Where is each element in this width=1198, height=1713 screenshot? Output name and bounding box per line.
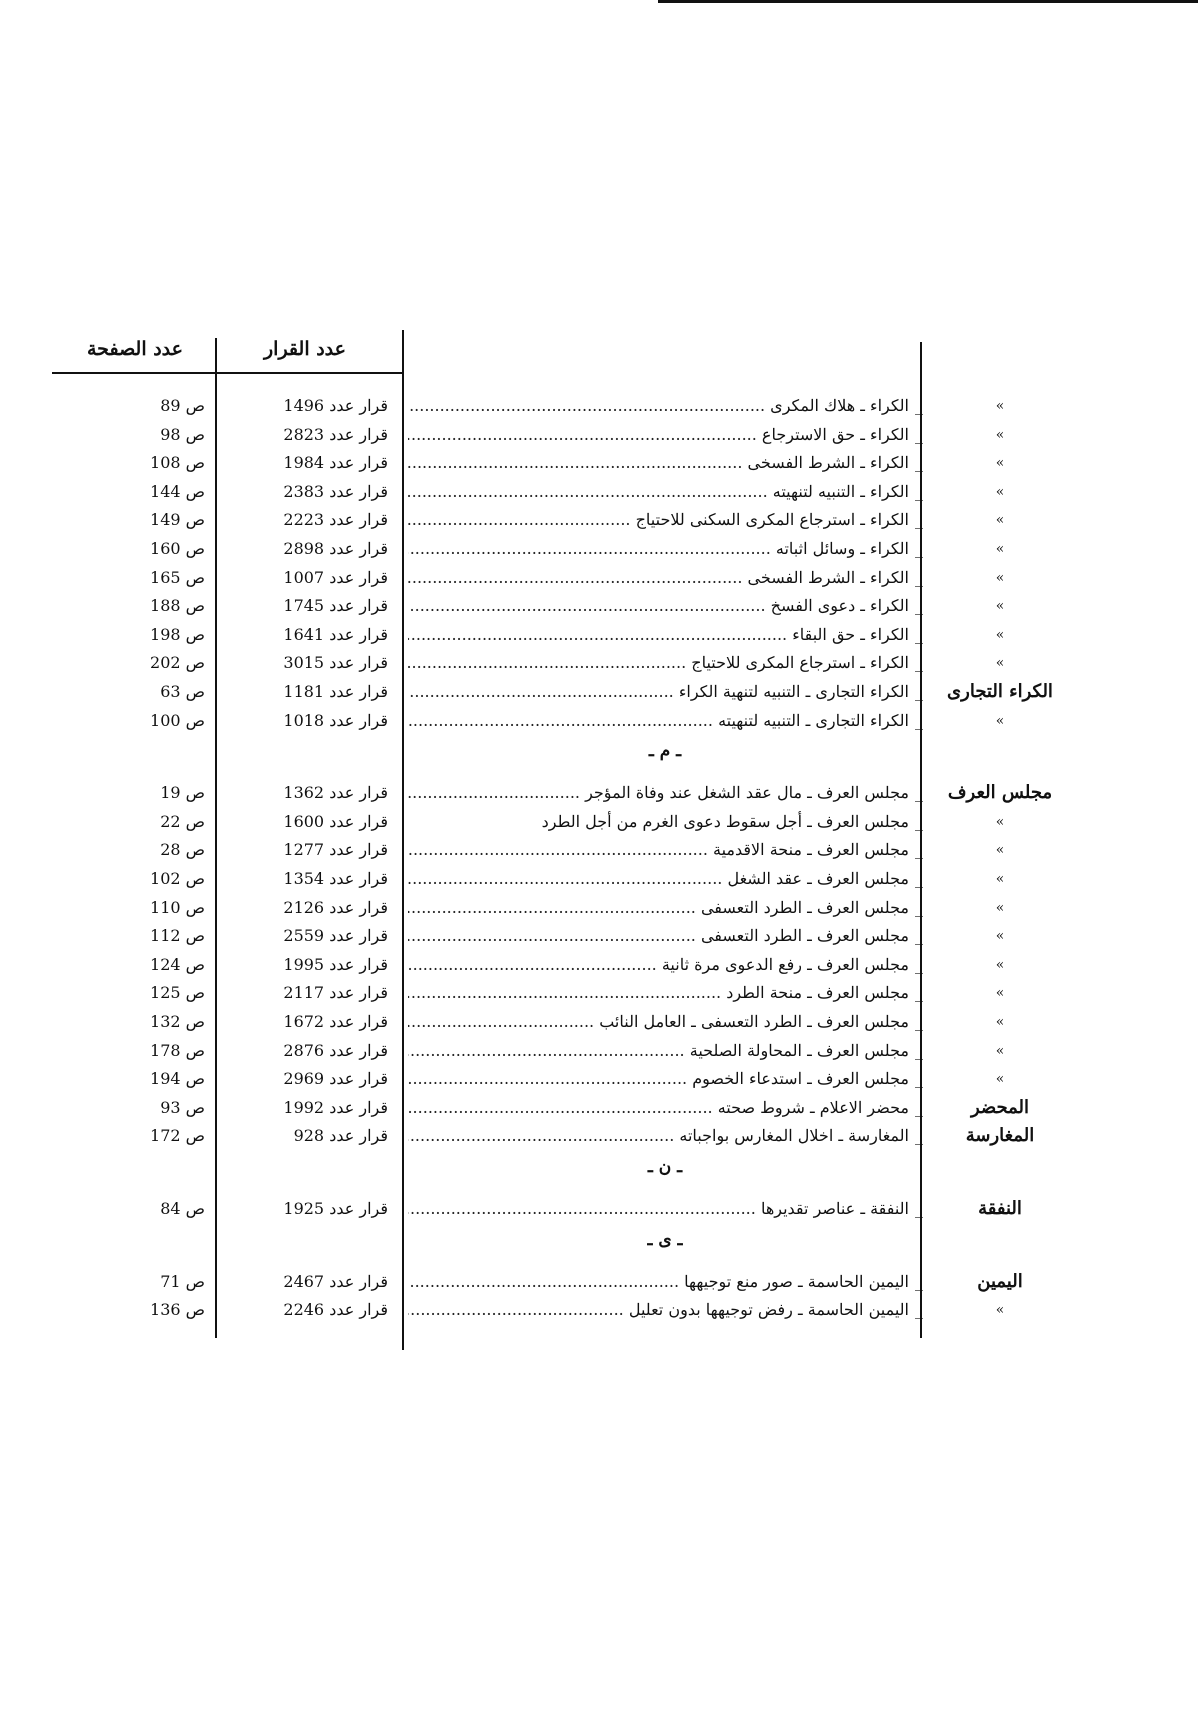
subject-cell: »	[995, 1042, 1005, 1059]
table-row	[0, 779, 1198, 807]
decision-cell: قرار عدد 2559	[283, 926, 388, 946]
decision-cell: قرار عدد 1181	[283, 682, 388, 701]
subject-cell: »	[995, 598, 1005, 615]
decision-cell: قرار عدد 2383	[283, 481, 388, 501]
subject-cell: »	[995, 512, 1005, 529]
description-text: الكراء ـ استرجاع المكرى للاحتياج	[691, 653, 909, 673]
table-row	[0, 979, 1198, 1007]
page-cell: ص 63	[160, 682, 205, 701]
table-row	[0, 592, 1198, 620]
subject-cell: »	[995, 899, 1005, 916]
decision-cell: قرار عدد 2876	[283, 1040, 388, 1060]
table-row	[0, 707, 1198, 735]
table-row	[0, 1008, 1198, 1036]
description-text: مجلس العرف ـ عقد الشغل	[727, 869, 909, 888]
decision-cell: قرار عدد 1007	[283, 567, 388, 587]
page-cell: ص 112	[150, 926, 205, 946]
page-cell: ص 172	[150, 1126, 205, 1146]
subject-cell: »	[995, 626, 1005, 643]
description-cell	[408, 1094, 923, 1122]
table-row	[0, 894, 1198, 922]
decision-cell: قرار عدد 2223	[283, 510, 388, 530]
leader-dash: _	[915, 710, 923, 730]
leader-dash: _	[915, 869, 923, 888]
description-text: الكراء ـ وسائل اثباته	[775, 539, 909, 558]
description-cell	[408, 621, 923, 649]
decision-cell: قرار عدد 1362	[283, 783, 388, 803]
description-text: اليمين الحاسمة ـ صور منع توجيهها	[684, 1271, 909, 1291]
description-text: الكراء ـ حق البقاء	[792, 624, 909, 644]
leader-dash: _	[915, 954, 923, 974]
description-text: مجلس العرف ـ المحاولة الصلحية	[689, 1040, 909, 1060]
table-row	[0, 808, 1198, 836]
leader-dash: _	[915, 1199, 923, 1218]
page-cell: ص 149	[150, 510, 205, 530]
table-row	[0, 1065, 1198, 1093]
description-cell	[408, 951, 923, 979]
table-row	[0, 478, 1198, 506]
description-cell	[408, 979, 923, 1007]
description-text: محضر الاعلام ـ شروط صحته	[717, 1097, 909, 1117]
description-text: اليمين الحاسمة ـ رفض توجيهها بدون تعليل	[628, 1300, 909, 1320]
subject-cell: اليمين	[977, 1270, 1023, 1292]
section-letter: ـ م ـ	[648, 741, 682, 762]
subject-cell: »	[995, 569, 1005, 586]
description-text: الكراء ـ الشرط الفسخى	[747, 453, 909, 473]
description-text: الكراء ـ التنبيه لتنهيته	[772, 481, 909, 501]
decision-cell: قرار عدد 1995	[283, 954, 388, 974]
description-text: الكراء التجارى ـ التنبيه لتنهية الكراء	[678, 682, 909, 701]
page-cell: ص 84	[160, 1199, 205, 1218]
description-cell	[408, 506, 923, 534]
leader-dash: _	[915, 983, 923, 1003]
description-cell	[408, 1065, 923, 1093]
page-cell: ص 198	[150, 624, 205, 644]
description-cell	[408, 1195, 923, 1223]
leader-dash: _	[915, 596, 923, 616]
decision-cell: قرار عدد 1984	[283, 453, 388, 473]
subject-cell: المغارسة	[965, 1125, 1035, 1147]
decision-cell: قرار عدد 2117	[283, 983, 388, 1003]
table-row	[0, 1296, 1198, 1324]
leader-dash: _	[915, 539, 923, 558]
leader-dash: _	[915, 653, 923, 673]
subject-cell: »	[995, 541, 1005, 557]
page-cell: ص 89	[160, 396, 205, 415]
table-row	[0, 621, 1198, 649]
leader-dash: _	[915, 1097, 923, 1117]
header-rule	[52, 372, 402, 374]
subject-cell: مجلس العرف	[947, 782, 1053, 804]
table-row	[0, 392, 1198, 420]
subject-cell: »	[995, 426, 1005, 443]
description-cell	[408, 1296, 923, 1324]
top-border-rule	[658, 0, 1198, 3]
decision-cell: قرار عدد 1641	[283, 624, 388, 644]
table-row	[0, 1195, 1198, 1223]
table-row	[0, 1094, 1198, 1122]
table-row	[0, 1122, 1198, 1150]
leader-dash: _	[915, 1271, 923, 1291]
leader-dash: _	[915, 840, 923, 860]
description-cell	[408, 808, 923, 836]
leader-dash: _	[915, 624, 923, 644]
description-cell	[408, 865, 923, 893]
description-cell	[408, 836, 923, 864]
subject-cell: »	[995, 956, 1005, 973]
description-cell	[408, 478, 923, 506]
decision-cell: قرار عدد 2246	[283, 1300, 388, 1320]
section-letter: ـ ى ـ	[647, 1229, 683, 1250]
header-page-number: عدد الصفحة	[87, 338, 183, 360]
description-text: الكراء ـ استرجاع المكرى السكنى للاحتياج	[635, 510, 909, 530]
leader-dash: _	[915, 567, 923, 587]
table-row	[0, 678, 1198, 706]
leader-dash: _	[915, 510, 923, 530]
subject-cell: النفقة	[978, 1198, 1022, 1219]
description-text: مجلس العرف ـ الطرد التعسفى	[700, 897, 909, 917]
decision-cell: قرار عدد 1925	[283, 1199, 388, 1218]
table-row	[0, 865, 1198, 893]
description-cell	[408, 922, 923, 950]
subject-cell: »	[995, 1071, 1005, 1088]
description-text: مجلس العرف ـ مال عقد الشغل عند وفاة المؤجر	[585, 783, 909, 803]
table-row	[0, 535, 1198, 563]
subject-cell: »	[995, 1302, 1005, 1319]
leader-dash: _	[915, 783, 923, 803]
page-cell: ص 165	[150, 567, 205, 587]
description-cell	[408, 1122, 923, 1150]
page-cell: ص 19	[160, 783, 205, 803]
decision-cell: قرار عدد 1018	[283, 710, 388, 730]
table-row	[0, 951, 1198, 979]
decision-cell: قرار عدد 1745	[283, 596, 388, 616]
leader-dash: _	[915, 424, 923, 444]
subject-cell: »	[995, 871, 1005, 887]
description-cell	[408, 421, 923, 449]
leader-dash: _	[915, 926, 923, 946]
page-cell: ص 71	[160, 1271, 205, 1291]
decision-cell: قرار عدد 2126	[283, 897, 388, 917]
subject-cell: »	[995, 813, 1005, 830]
page-cell: ص 110	[150, 897, 205, 917]
leader-dash: _	[915, 682, 923, 701]
description-text: مجلس العرف ـ رفع الدعوى مرة ثانية	[661, 954, 909, 974]
description-cell	[408, 449, 923, 477]
description-cell	[408, 1268, 923, 1296]
subject-cell: »	[995, 928, 1005, 945]
page-cell: ص 136	[150, 1300, 205, 1320]
leader-dash: _	[915, 811, 923, 831]
description-text: مجلس العرف ـ أجل سقوط دعوى الغرم من أجل الطرد	[541, 811, 909, 831]
description-text: مجلس العرف ـ منحة الاقدمية	[713, 840, 909, 860]
table-row	[0, 449, 1198, 477]
subject-cell: »	[995, 1014, 1005, 1030]
subject-cell: الكراء التجارى	[947, 681, 1053, 702]
description-text: الكراء التجارى ـ التنبيه لتنهيته	[718, 710, 909, 730]
page-cell: ص 188	[150, 596, 205, 616]
description-text: مجلس العرف ـ الطرد التعسفى	[700, 926, 909, 946]
header-decision-number: عدد القرار	[263, 338, 346, 360]
page-cell: ص 102	[150, 869, 205, 888]
leader-dash: _	[915, 453, 923, 473]
decision-cell: قرار عدد 2898	[283, 539, 388, 558]
description-cell	[408, 1008, 923, 1036]
decision-cell: قرار عدد 2823	[283, 424, 388, 444]
page-cell: ص 98	[160, 424, 205, 444]
decision-cell: قرار عدد 1600	[283, 811, 388, 831]
page-cell: ص 144	[150, 481, 205, 501]
table-row	[0, 1037, 1198, 1065]
decision-cell: قرار عدد 1496	[283, 396, 388, 415]
page-cell: ص 28	[160, 840, 205, 860]
table-row	[0, 421, 1198, 449]
description-text: الكراء ـ الشرط الفسخى	[747, 567, 909, 587]
decision-cell: قرار عدد 2969	[283, 1069, 388, 1089]
leader-dash: _	[915, 1040, 923, 1060]
description-cell	[408, 564, 923, 592]
description-cell	[408, 707, 923, 735]
decision-cell: قرار عدد 2467	[283, 1271, 388, 1291]
decision-cell: قرار عدد 1354	[283, 869, 388, 888]
subject-cell: »	[995, 655, 1005, 672]
decision-cell: قرار عدد 1672	[283, 1012, 388, 1031]
decision-cell: قرار عدد 1992	[283, 1097, 388, 1117]
table-row	[0, 649, 1198, 677]
leader-dash: _	[915, 481, 923, 501]
description-cell	[408, 592, 923, 620]
table-row	[0, 1268, 1198, 1296]
decision-cell: قرار عدد 3015	[283, 653, 388, 673]
subject-cell: »	[995, 985, 1005, 1002]
leader-dash: _	[915, 1069, 923, 1089]
description-text: مجلس العرف ـ استدعاء الخصوم	[692, 1069, 909, 1089]
subject-cell: المحضر	[970, 1096, 1030, 1118]
description-text: الكراء ـ هلاك المكرى	[770, 396, 909, 415]
subject-cell: »	[995, 842, 1005, 859]
page-cell: ص 22	[160, 811, 205, 831]
table-row	[0, 922, 1198, 950]
leader-dash: _	[915, 1012, 923, 1031]
page-cell: ص 125	[150, 983, 205, 1003]
description-cell	[408, 649, 923, 677]
page-cell: ص 202	[150, 653, 205, 673]
leader-dash: _	[915, 897, 923, 917]
description-cell	[408, 392, 923, 420]
description-cell	[408, 678, 923, 706]
subject-cell: »	[995, 398, 1005, 414]
page-cell: ص 132	[150, 1012, 205, 1031]
description-text: الكراء ـ حق الاسترجاع	[761, 424, 909, 444]
decision-cell: قرار عدد 928	[293, 1126, 388, 1146]
table-row	[0, 564, 1198, 592]
description-text: مجلس العرف ـ الطرد التعسفى ـ العامل النائب	[599, 1012, 909, 1031]
description-cell	[408, 894, 923, 922]
page-cell: ص 194	[150, 1069, 205, 1089]
leader-dash: _	[915, 396, 923, 415]
description-text: المغارسة ـ اخلال المغارس بواجباته	[679, 1126, 909, 1146]
page-cell: ص 108	[150, 453, 205, 473]
table-row	[0, 836, 1198, 864]
page-cell: ص 178	[150, 1040, 205, 1060]
description-text: مجلس العرف ـ منحة الطرد	[726, 983, 909, 1003]
subject-cell: »	[995, 455, 1005, 472]
leader-dash: _	[915, 1300, 923, 1320]
page-cell: ص 124	[150, 954, 205, 974]
description-cell	[408, 1037, 923, 1065]
page-cell: ص 160	[150, 539, 205, 558]
description-text: النفقة ـ عناصر تقديرها	[760, 1199, 909, 1218]
subject-cell: »	[995, 483, 1005, 500]
section-letter: ـ ن ـ	[647, 1157, 683, 1177]
description-text: الكراء ـ دعوى الفسخ	[770, 596, 909, 616]
table-row	[0, 506, 1198, 534]
page-cell: ص 100	[150, 710, 205, 730]
leader-dash: _	[915, 1126, 923, 1146]
subject-cell: »	[995, 712, 1005, 729]
decision-cell: قرار عدد 1277	[283, 840, 388, 860]
description-cell	[408, 779, 923, 807]
description-cell	[408, 535, 923, 563]
page-cell: ص 93	[160, 1097, 205, 1117]
